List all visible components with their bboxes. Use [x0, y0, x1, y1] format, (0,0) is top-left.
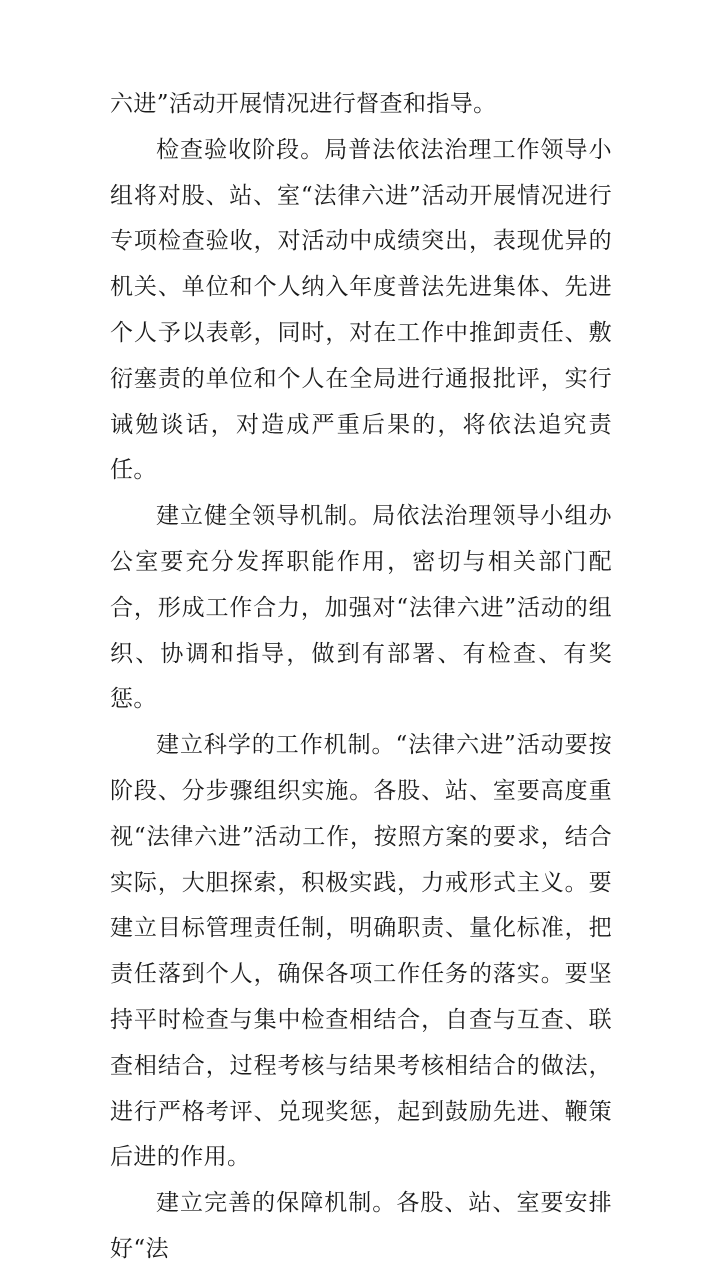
paragraph-guarantee-mechanism: 建立完善的保障机制。各股、站、室要安排好“法	[110, 1190, 612, 1262]
paragraph-leadership-mechanism: 建立健全领导机制。局依法治理领导小组办公室要充分发挥职能作用，密切与相关部门配合，形成工作合力，加强对“法律六进”活动的组织、协调和指导，做到有部署、有检查、有奖惩。	[110, 503, 612, 713]
paragraph-inspection-acceptance: 检查验收阶段。局普法依法治理工作领导小组将对股、站、室“法律六进”活动开展情况进行专项检查验收，对活动中成绩突出，表现优异的机关、单位和个人纳入年度普法先进集体、先进个人予以表彰，同时，对在工作中推卸责任、敷衍塞责的单位和个人在全局进行通报批评，实行诫勉谈话，对造成严重后果的，将依法追究责任。	[110, 136, 612, 484]
paragraph-continuation: 六进”活动开展情况进行督查和指导。	[110, 91, 497, 117]
paragraph-work-mechanism: 建立科学的工作机制。“法律六进”活动要按阶段、分步骤组织实施。各股、站、室要高度重视“法律六进”活动工作，按照方案的要求，结合实际，大胆探索，积极实践，力戒形式主义。要建立目标管理责任制，明确职责、量化标准，把责任落到个人，确保各项工作任务的落实。要坚持平时检查与集中检查相结合，自查与互查、联查相结合，过程考核与结果考核相结合的做法，进行严格考评、兑现奖惩，起到鼓励先进、鞭策后进的作用。	[110, 732, 612, 1171]
document-body	[110, 82, 612, 1273]
